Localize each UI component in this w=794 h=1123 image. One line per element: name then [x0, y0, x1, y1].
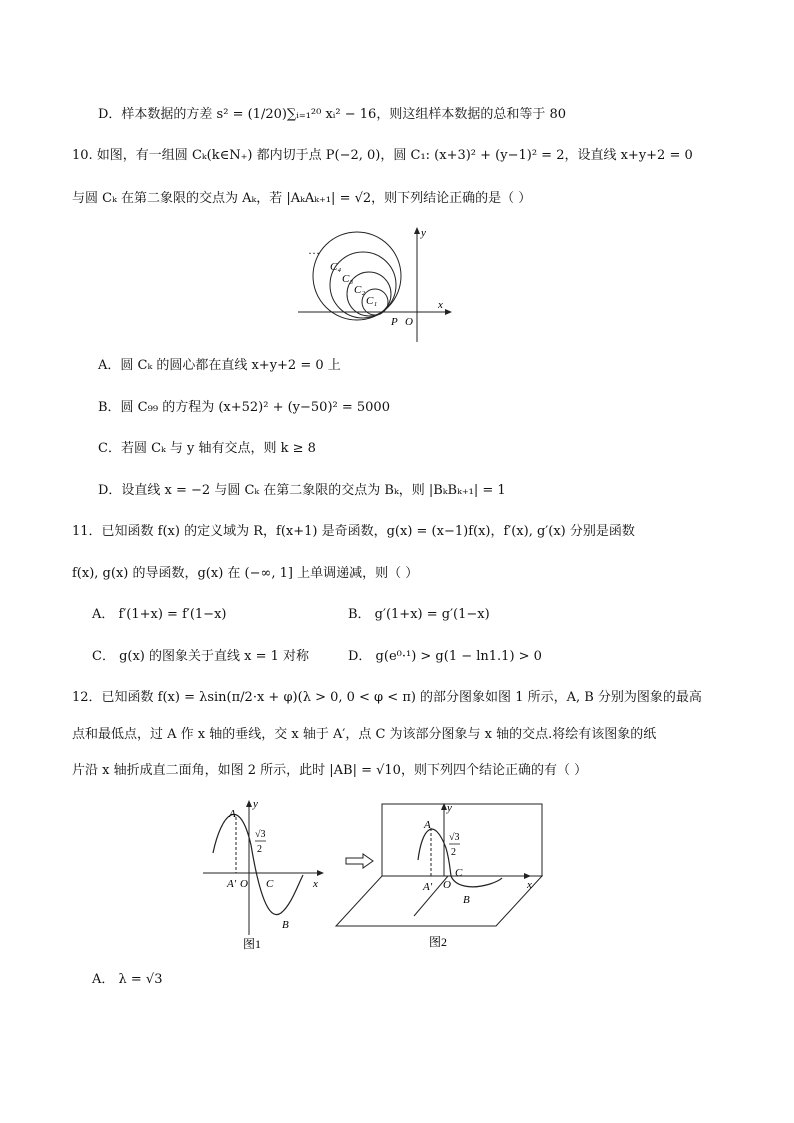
q10-stem-line2: 与圆 Cₖ 在第二象限的交点为 Aₖ，若 |AₖAₖ₊₁| = √2，则下列结论正确的是（ ）: [72, 191, 532, 206]
fig1-caption: 图1: [243, 937, 262, 951]
fig1-o-label: O: [240, 878, 248, 890]
fig1-sqrt3-label: √3: [255, 829, 266, 840]
q10-fig-label-c2: C₂: [354, 284, 366, 296]
q12-stem-line3: 片沿 x 轴折成直二面角，如图 2 所示，此时 |AB| = √10，则下列四个结论正确的有（ ）: [72, 763, 588, 778]
q10-fig-y-label: y: [421, 227, 426, 239]
q11-stem-line2: f(x), g(x) 的导函数，g(x) 在 (−∞, 1] 上单调递减，则（ ）: [72, 566, 419, 581]
fig2-x-label: x: [527, 879, 532, 891]
q11-option-b: B． g′(1+x) = g′(1−x): [348, 607, 490, 622]
q11-stem-line1: 11．已知函数 f(x) 的定义域为 R，f(x+1) 是奇函数，g(x) = (x−1)f(x)，f′(x), g′(x) 分别是函数: [72, 524, 635, 539]
q10-fig-x-label: x: [438, 299, 443, 311]
q10-fig-label-c1: C₁: [366, 295, 378, 307]
fig2-caption: 图2: [429, 935, 448, 949]
q10-option-d: D．设直线 x = −2 与圆 Cₖ 在第二象限的交点为 Bₖ，则 |BₖBₖ₊₁| = 1: [98, 483, 506, 498]
q11-option-d: D． g(e⁰·¹) > g(1 − ln1.1) > 0: [348, 649, 542, 664]
q10-option-c: C．若圆 Cₖ 与 y 轴有交点，则 k ≥ 8: [98, 441, 316, 456]
q11-option-a: A． f′(1+x) = f′(1−x): [92, 607, 227, 622]
fig2-c-label: C: [455, 867, 463, 879]
fig2-sqrt3-label: √3: [449, 832, 460, 843]
q11-option-c: C． g(x) 的图象关于直线 x = 1 对称: [92, 649, 310, 664]
q9-option-d: D．样本数据的方差 s² = (1/20)∑ᵢ₌₁²⁰ xᵢ² − 16，则这组样本数据的总和等于 80: [98, 107, 566, 122]
fig2-two-label: 2: [451, 847, 456, 858]
q12-figure-2: [330, 798, 555, 955]
q10-fig-o-label: O: [405, 316, 413, 328]
q12-stem-line2: 点和最低点，过 A 作 x 轴的垂线，交 x 轴于 A′，点 C 为该部分图象与 x 轴的交点.将绘有该图象的纸: [72, 727, 657, 742]
fig1-y-label: y: [253, 798, 258, 810]
q10-option-b: B．圆 C₉₉ 的方程为 (x+52)² + (y−50)² = 5000: [98, 400, 390, 415]
fig1-c-label: C: [266, 878, 274, 890]
q12-stem-line1: 12．已知函数 f(x) = λsin(π/2·x + φ)(λ > 0, 0 < φ < π) 的部分图象如图 1 所示，A, B 分别为图象的最高: [72, 690, 702, 705]
fig1-aprime-label: A′: [227, 878, 237, 890]
fig2-o-label: O: [443, 879, 451, 891]
q12-option-a: A． λ = √3: [92, 972, 163, 987]
fig2-b-label: B: [463, 894, 470, 906]
fig2-a-label: A: [424, 819, 431, 831]
q10-fig-p-label: P: [391, 316, 398, 328]
q10-option-a: A．圆 Cₖ 的圆心都在直线 x+y+2 = 0 上: [98, 358, 341, 373]
q10-fig-label-c3: C₃: [342, 273, 354, 285]
fig2-aprime-label: A′: [423, 881, 433, 893]
fig1-two-label: 2: [257, 844, 262, 855]
q12-figure-1: [195, 795, 330, 955]
q10-figure: [290, 222, 460, 347]
fig2-y-label: y: [447, 802, 452, 814]
fig1-b-label: B: [282, 919, 289, 931]
q10-stem-line1: 10. 如图，有一组圆 Cₖ(k∈N₊) 都内切于点 P(−2, 0)，圆 C₁: (x+3)² + (y−1)² = 2，设直线 x+y+2 = 0: [72, 148, 693, 163]
q10-fig-dots: …: [308, 243, 320, 257]
fig1-a-label: A: [229, 808, 236, 820]
fig1-x-label: x: [313, 878, 318, 890]
q10-fig-label-c4: C₄: [330, 261, 342, 273]
